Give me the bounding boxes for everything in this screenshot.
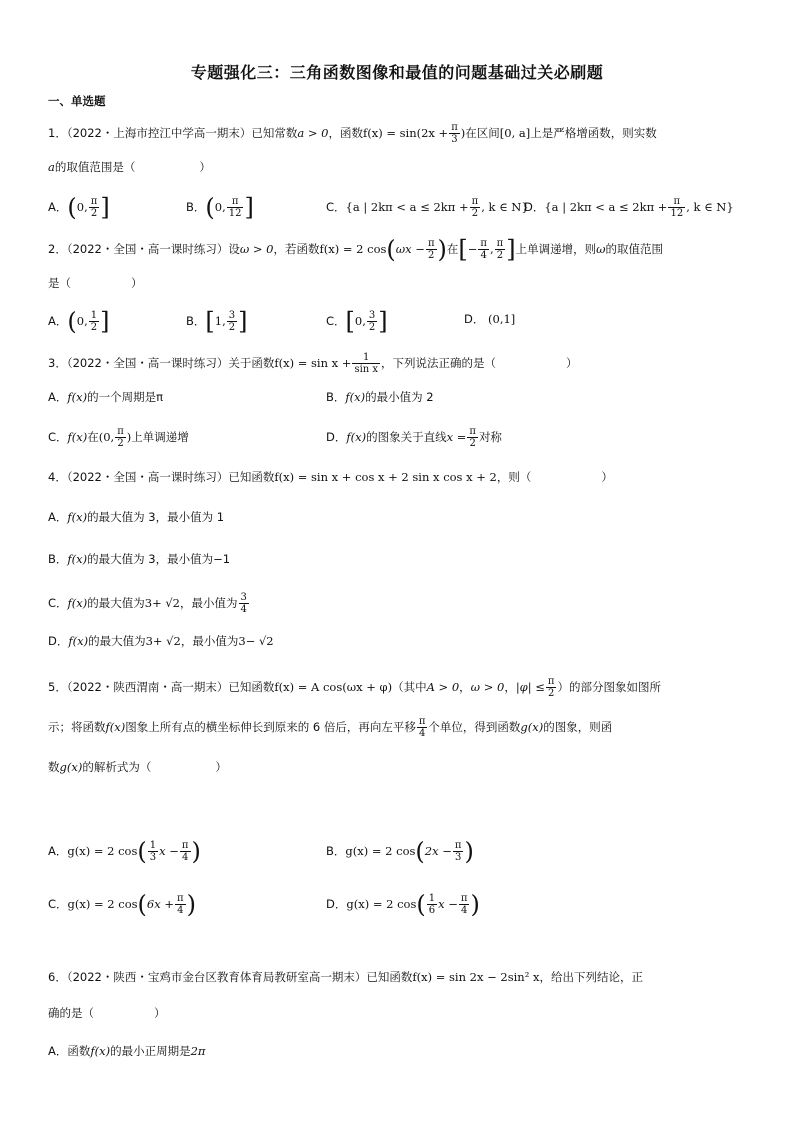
- fraction: $\frac{\pi}{3}$: [451, 122, 458, 145]
- question-4-option-d[interactable]: D．f(x)的最大值为3+ √2，最小值为3− √2: [48, 634, 274, 648]
- question-5-option-a[interactable]: A．g(x) = 2 cos( $\frac{1}{3}$ x − $\frac{\pi}{4}$ ): [48, 837, 201, 866]
- question-2-line-2: 是（ ）: [48, 276, 143, 290]
- question-5-option-d[interactable]: D．g(x) = 2 cos( $\frac{1}{6}$ x − $\frac{\pi}{4}$ ): [326, 890, 480, 919]
- question-1-line-1: 1．（2022・上海市控江中学高一期末）已知常数a > 0，函数f(x) = sin(2x + $\frac{\pi}{3}$ )在区间[0, a]上是严格增函数，则实数: [48, 122, 657, 145]
- question-5-line-2: 示；将函数f(x)图象上所有点的横坐标伸长到原来的 6 倍后，再向左平移 $\frac{\pi}{4}$ 个单位，得到函数g(x)的图象，则函: [48, 716, 613, 739]
- question-6-option-a[interactable]: A．函数f(x)的最小正周期是2π: [48, 1044, 206, 1058]
- question-2-option-c[interactable]: C．[0, $\frac{3}{2}$ ]: [326, 307, 388, 336]
- question-5-option-b[interactable]: B．g(x) = 2 cos(2x − $\frac{\pi}{3}$ ): [326, 837, 474, 866]
- question-2-option-b[interactable]: B．[1, $\frac{3}{2}$ ]: [186, 307, 248, 336]
- question-4-option-c[interactable]: C．f(x)的最大值为3+ √2，最小值为 $\frac{3}{4}$: [48, 592, 247, 615]
- question-3-option-a[interactable]: A．f(x)的一个周期是π: [48, 390, 164, 404]
- question-4-option-b[interactable]: B．f(x)的最大值为 3，最小值为−1: [48, 552, 231, 566]
- question-1-option-b[interactable]: B．(0, $\frac{\pi}{12}$ ]: [186, 193, 254, 222]
- question-3-option-b[interactable]: B．f(x)的最小值为 2: [326, 390, 434, 404]
- question-3-line-1: 3．（2022・全国・高一课时练习）关于函数f(x) = sin x + $\frac{1}{\text{sin x}}$ ，下列说法正确的是（ ）: [48, 352, 578, 375]
- question-5-line-3: 数g(x)的解析式为（ ）: [48, 760, 227, 774]
- question-2-line-1: 2．（2022・全国・高一课时练习）设ω > 0，若函数f(x) = 2 cos(ωx − $\frac{\pi}{2}$ )在[− $\frac{\pi}{4}$ , $\frac{\pi}{2}$ ]上单调递增，则ω的取值范围: [48, 235, 663, 264]
- question-5-option-c[interactable]: C．g(x) = 2 cos(6x + $\frac{\pi}{4}$ ): [48, 890, 196, 919]
- question-2-option-a[interactable]: A．(0, $\frac{1}{2}$ ]: [48, 307, 110, 336]
- section-heading: 一、单选题: [48, 94, 106, 108]
- question-1-option-c[interactable]: C．{a | 2kπ < a ≤ 2kπ + $\frac{\pi}{2}$ , k ∈ N}: [326, 196, 529, 219]
- question-3-option-c[interactable]: C．f(x)在(0, $\frac{\pi}{2}$ )上单调递增: [48, 426, 189, 449]
- question-4-line-1: 4．（2022・全国・高一课时练习）已知函数f(x) = sin x + cos x + 2 sin x cos x + 2，则（ ）: [48, 470, 613, 484]
- question-2-option-d[interactable]: D． (0,1]: [464, 312, 516, 326]
- question-6-line-1: 6．（2022・陕西・宝鸡市金台区教育体育局教研室高一期末）已知函数f(x) = sin 2x − 2sin² x，给出下列结论，正: [48, 970, 643, 984]
- question-5-line-1: 5．（2022・陕西渭南・高一期末）已知函数f(x) = A cos(ωx + φ)（其中A > 0，ω > 0，|φ| ≤ $\frac{\pi}{2}$ ）的部分图象如图所: [48, 676, 661, 699]
- question-1-option-d[interactable]: D．{a | 2kπ < a ≤ 2kπ + $\frac{\pi}{12}$ , k ∈ N}: [524, 196, 734, 219]
- question-6-line-2: 确的是（ ）: [48, 1006, 166, 1020]
- question-1-option-a[interactable]: A．(0, $\frac{\pi}{2}$ ]: [48, 193, 110, 222]
- question-3-option-d[interactable]: D．f(x)的图象关于直线x = $\frac{\pi}{2}$ 对称: [326, 426, 502, 449]
- page-title: 专题强化三：三角函数图像和最值的问题基础过关必刷题: [190, 63, 604, 82]
- question-4-option-a[interactable]: A．f(x)的最大值为 3，最小值为 1: [48, 510, 225, 524]
- question-1-line-2: a的取值范围是（ ）: [48, 160, 211, 174]
